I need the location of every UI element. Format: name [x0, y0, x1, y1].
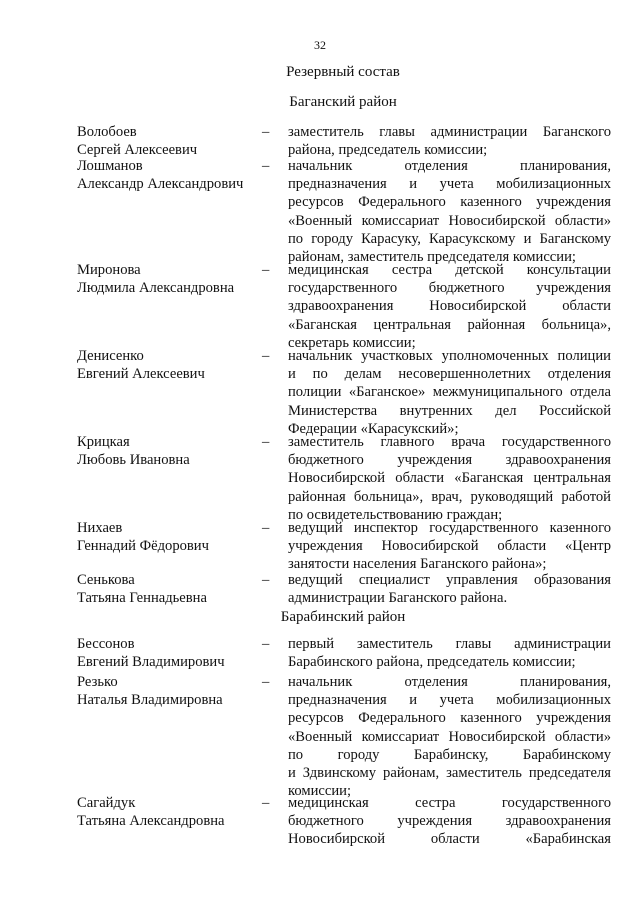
- member-position: [288, 519, 611, 574]
- position-line: Барабинского района, председатель комиссии;: [288, 654, 576, 671]
- member-surname: Лошманов: [77, 158, 143, 174]
- member-surname: Крицкая: [77, 434, 130, 450]
- member-name: [77, 794, 270, 830]
- member-given-name: Татьяна Геннадьевна: [77, 590, 207, 607]
- member-surname: Нихаев: [77, 520, 123, 536]
- district-heading-barabinskiy: Барабинский район: [280, 609, 406, 625]
- member-surname: Бессонов: [77, 636, 135, 652]
- position-line: районная больница», врач, руководящий работой: [288, 488, 611, 505]
- member-position: [288, 794, 611, 849]
- district-heading-baganskiy: Баганский район: [289, 94, 397, 110]
- dash-separator: –: [262, 262, 270, 278]
- position-line: «Военный комиссариат Новосибирской области»: [288, 212, 611, 229]
- position-line: районам, заместитель председателя комиссии;: [288, 249, 576, 266]
- position-line: района, председатель комиссии;: [288, 142, 488, 159]
- position-line: Федерации «Карасукский»;: [288, 420, 459, 437]
- member-given-name: Евгений Алексеевич: [77, 366, 205, 383]
- position-line: ресурсов Федерального казенного учреждения: [288, 194, 611, 211]
- position-line: бюджетного учреждения здравоохранения: [288, 813, 611, 830]
- position-line: медицинская сестра детской консультации: [288, 262, 611, 278]
- member-name: [77, 433, 270, 469]
- dash-separator: –: [262, 124, 270, 140]
- member-surname: Сагайдук: [77, 795, 136, 811]
- position-line: ресурсов Федерального казенного учреждения: [288, 710, 611, 727]
- member-position: [288, 571, 611, 607]
- member-position: [288, 157, 611, 266]
- member-given-name: Геннадий Фёдорович: [77, 538, 209, 555]
- member-position: [288, 123, 611, 159]
- member-name: [77, 347, 270, 383]
- position-line: администрации Баганского района.: [288, 590, 508, 607]
- position-line: и по делам несовершеннолетних отделения: [288, 366, 611, 383]
- position-line: государственного бюджетного учреждения: [288, 280, 611, 297]
- position-line: медицинская сестра государственного: [288, 795, 611, 811]
- member-given-name: Людмила Александровна: [77, 280, 235, 297]
- dash-separator: –: [262, 674, 270, 690]
- section-title: Резервный состав: [286, 64, 400, 80]
- member-name: [77, 261, 270, 297]
- dash-separator: –: [262, 520, 270, 536]
- position-line: «Военный комиссариат Новосибирской области»: [288, 728, 611, 745]
- position-line: занятости населения Баганского района»;: [288, 556, 547, 573]
- position-line: учреждения Новосибирской области «Центр: [288, 538, 611, 555]
- member-given-name: Евгений Владимирович: [77, 654, 225, 671]
- position-line: предназначения и учета мобилизационных: [288, 692, 611, 709]
- position-line: здравоохранения Новосибирской области: [288, 298, 611, 315]
- position-line: по освидетельствованию граждан;: [288, 506, 503, 523]
- dash-separator: –: [262, 636, 270, 652]
- position-line: секретарь комиссии;: [288, 334, 416, 351]
- member-surname: Сенькова: [77, 572, 135, 588]
- dash-separator: –: [262, 572, 270, 588]
- position-line: начальник отделения планирования,: [288, 158, 611, 174]
- member-position: [288, 261, 611, 352]
- member-position: [288, 433, 611, 524]
- position-line: и Здвинскому районам, заместитель председателя: [288, 765, 611, 782]
- position-line: ведущий инспектор государственного казенного: [288, 520, 611, 536]
- member-name: [77, 123, 270, 159]
- dash-separator: –: [262, 434, 270, 450]
- position-line: ведущий специалист управления образования: [288, 572, 611, 588]
- member-given-name: Александр Александрович: [77, 176, 244, 193]
- member-name: [77, 673, 270, 709]
- member-position: [288, 347, 611, 438]
- member-surname: Денисенко: [77, 348, 144, 364]
- dash-separator: –: [262, 348, 270, 364]
- position-line: начальник отделения планирования,: [288, 674, 611, 690]
- member-name: [77, 157, 270, 193]
- position-line: по городу Карасуку, Карасукскому и Баганскому: [288, 230, 611, 247]
- member-position: [288, 635, 611, 671]
- position-line: заместитель главного врача государственного: [288, 434, 611, 450]
- position-line: Новосибирской области «Барабинская: [288, 831, 611, 848]
- member-given-name: Любовь Ивановна: [77, 452, 190, 469]
- member-name: [77, 571, 270, 607]
- member-given-name: Татьяна Александровна: [77, 813, 225, 830]
- member-name: [77, 519, 270, 555]
- position-line: Новосибирской области «Баганская центральная: [288, 470, 611, 487]
- member-surname: Волобоев: [77, 124, 137, 140]
- member-given-name: Наталья Владимировна: [77, 692, 223, 709]
- position-line: по городу Барабинску, Барабинскому: [288, 746, 611, 763]
- position-line: первый заместитель главы администрации: [288, 636, 611, 652]
- position-line: комиссии;: [288, 783, 352, 800]
- member-given-name: Сергей Алексеевич: [77, 142, 198, 159]
- position-line: «Баганская центральная районная больница»,: [288, 316, 611, 333]
- page-number: 32: [314, 38, 326, 52]
- position-line: бюджетного учреждения здравоохранения: [288, 452, 611, 469]
- position-line: полиции «Баганское» межмуниципального отдела: [288, 384, 611, 401]
- member-surname: Резько: [77, 674, 118, 690]
- position-line: заместитель главы администрации Баганского: [288, 124, 611, 140]
- dash-separator: –: [262, 158, 270, 174]
- member-name: [77, 635, 270, 671]
- dash-separator: –: [262, 795, 270, 811]
- position-line: предназначения и учета мобилизационных: [288, 176, 611, 193]
- member-surname: Миронова: [77, 262, 141, 278]
- position-line: Министерства внутренних дел Российской: [288, 402, 611, 419]
- member-position: [288, 673, 611, 800]
- position-line: начальник участковых уполномоченных полиции: [288, 348, 611, 364]
